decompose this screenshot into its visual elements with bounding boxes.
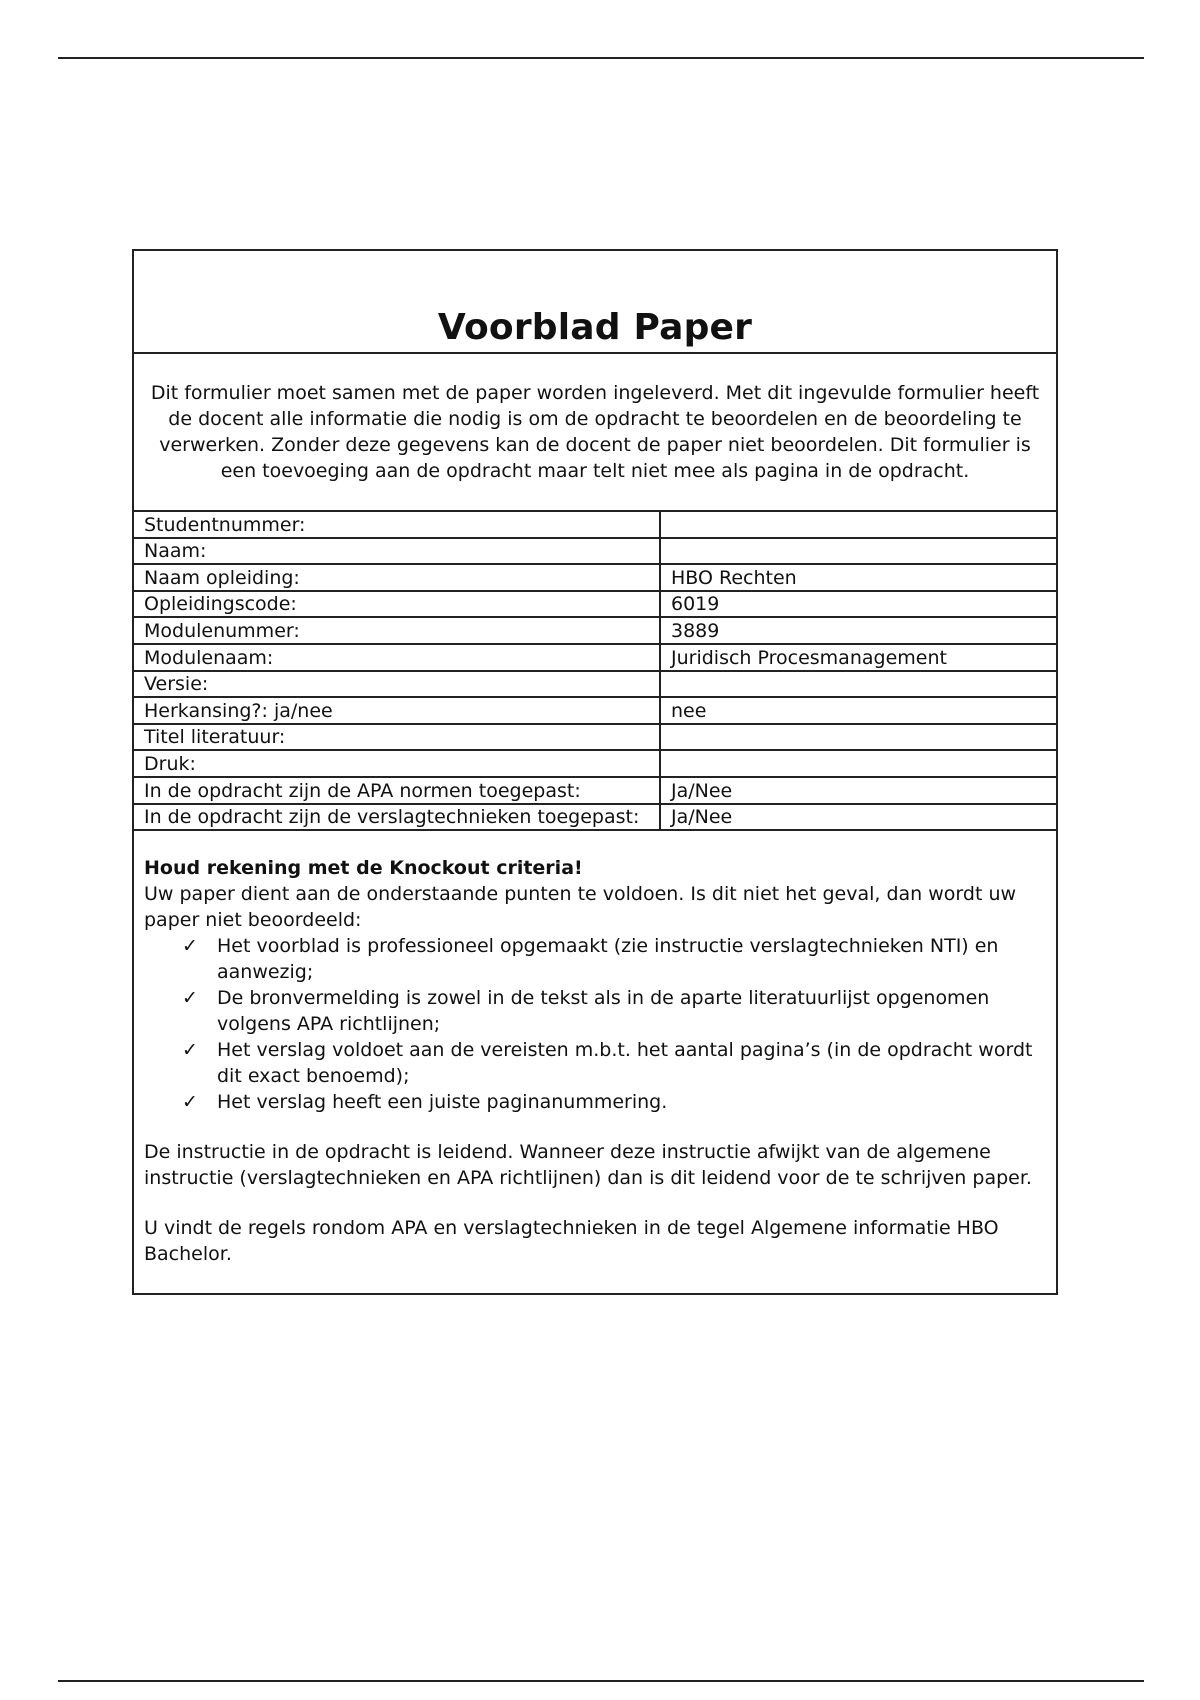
- list-item: [182, 1089, 1046, 1115]
- checkmark-icon: ✓: [182, 1091, 198, 1114]
- table-row: [134, 671, 1056, 698]
- field-value-modulenaam: Juridisch Procesmanagement: [660, 644, 1056, 671]
- list-item-text: Het voorblad is professioneel opgemaakt (zie instructie verslagtechnieken NTI) en aanwezig;: [217, 935, 999, 984]
- table-row: [134, 591, 1056, 618]
- field-value-verslagtechnieken: Ja/Nee: [660, 804, 1056, 831]
- title-cell: [134, 251, 1056, 354]
- header-rule: [58, 57, 1144, 59]
- table-row: [134, 777, 1056, 804]
- field-value-apa-normen: Ja/Nee: [660, 777, 1056, 804]
- field-label-studentnummer: Studentnummer:: [134, 512, 660, 538]
- field-value-versie: [660, 671, 1056, 698]
- list-item: [182, 985, 1046, 1037]
- list-item: [182, 1037, 1046, 1089]
- field-value-titel-literatuur: [660, 724, 1056, 751]
- table-row: [134, 564, 1056, 591]
- field-label-apa-normen: In de opdracht zijn de APA normen toegepast:: [134, 777, 660, 804]
- field-value-herkansing: nee: [660, 697, 1056, 724]
- footer-rule: [58, 1680, 1144, 1682]
- field-label-druk: Druk:: [134, 750, 660, 777]
- field-label-naam: Naam:: [134, 538, 660, 565]
- field-label-herkansing: Herkansing?: ja/nee: [134, 697, 660, 724]
- list-item-text: De bronvermelding is zowel in de tekst als in de aparte literatuurlijst opgenomen volgens APA richtlijnen;: [217, 987, 990, 1036]
- knockout-list: [144, 933, 1046, 1115]
- checkmark-icon: ✓: [182, 1039, 198, 1062]
- list-item: [182, 933, 1046, 985]
- spacer: [144, 1115, 1046, 1139]
- spacer: [144, 1191, 1046, 1215]
- field-label-titel-literatuur: Titel literatuur:: [134, 724, 660, 751]
- field-value-modulenummer: 3889: [660, 617, 1056, 644]
- field-value-naam: [660, 538, 1056, 565]
- cover-form: [132, 249, 1058, 1295]
- field-label-modulenaam: Modulenaam:: [134, 644, 660, 671]
- field-label-opleidingscode: Opleidingscode:: [134, 591, 660, 618]
- table-row: [134, 538, 1056, 565]
- field-label-verslagtechnieken: In de opdracht zijn de verslagtechnieken toegepast:: [134, 804, 660, 831]
- field-value-naam-opleiding: HBO Rechten: [660, 564, 1056, 591]
- list-item-text: Het verslag heeft een juiste paginanummering.: [217, 1091, 668, 1114]
- table-row: [134, 804, 1056, 831]
- table-row: [134, 512, 1056, 538]
- field-value-opleidingscode: 6019: [660, 591, 1056, 618]
- field-label-modulenummer: Modulenummer:: [134, 617, 660, 644]
- table-row: [134, 697, 1056, 724]
- fields-table: [134, 512, 1056, 831]
- table-row: [134, 750, 1056, 777]
- field-value-druk: [660, 750, 1056, 777]
- list-item-text: Het verslag voldoet aan de vereisten m.b.t. het aantal pagina’s (in de opdracht wordt dit exact benoemd);: [217, 1039, 1033, 1088]
- page-title: Voorblad Paper: [437, 307, 753, 348]
- rules-note: U vindt de regels rondom APA en verslagtechnieken in de tegel Algemene informatie HBO Bachelor.: [144, 1217, 999, 1266]
- intro-text: Dit formulier moet samen met de paper worden ingeleverd. Met dit ingevulde formulier heeft de docent alle informatie die nodig is om de opdracht te beoordelen en de beoordeling te verwerken. Zonder deze gegevens kan de docent de paper niet beoordelen. Dit formulier is een toevoeging aan de opdracht maar telt niet mee als pagina in de opdracht.: [134, 354, 1056, 512]
- checkmark-icon: ✓: [182, 987, 198, 1010]
- field-label-versie: Versie:: [134, 671, 660, 698]
- knockout-section: [134, 831, 1056, 1293]
- knockout-intro: Uw paper dient aan de onderstaande punten te voldoen. Is dit niet het geval, dan wordt uw paper niet beoordeeld:: [144, 883, 1017, 932]
- field-value-studentnummer: [660, 512, 1056, 538]
- table-row: [134, 644, 1056, 671]
- checkmark-icon: ✓: [182, 935, 198, 958]
- field-label-naam-opleiding: Naam opleiding:: [134, 564, 660, 591]
- instruction-text: De instructie in de opdracht is leidend. Wanneer deze instructie afwijkt van de algemene instructie (verslagtechnieken en APA richtlijnen) dan is dit leidend voor de te schrijven paper.: [144, 1141, 1032, 1190]
- table-row: [134, 724, 1056, 751]
- knockout-heading: Houd rekening met de Knockout criteria!: [144, 857, 583, 880]
- table-row: [134, 617, 1056, 644]
